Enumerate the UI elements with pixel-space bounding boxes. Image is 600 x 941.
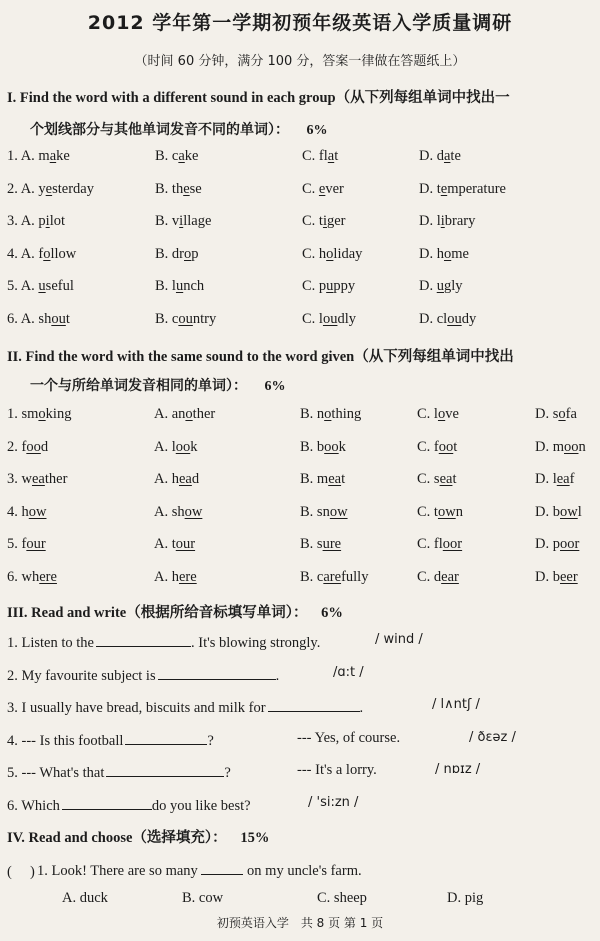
word-option[interactable] [300,504,348,521]
underlined-letters: ere [178,568,197,585]
word-option[interactable] [7,536,46,553]
word-prefix: 1. sm [7,406,39,422]
underlined-letters: our [26,536,46,552]
section-3-title [7,601,343,622]
section-2-row [7,406,600,428]
word-prefix: 3. w [7,471,32,487]
word-prefix: 2. A. y [7,180,46,197]
underlined-letters: o [443,245,452,262]
section-4-question-1 [7,860,600,882]
question-text [7,795,251,815]
underlined-letters: ow [559,503,578,520]
underlined-letters: e [45,180,53,197]
word-option[interactable] [302,311,356,328]
word-prefix: C. l [302,310,323,327]
underlined-letters: are [323,568,342,585]
word-option[interactable] [300,439,346,456]
word-suffix: t [334,148,339,164]
section-2-row [7,504,600,526]
word-option[interactable] [419,148,461,165]
word-option[interactable] [154,536,195,553]
section-3-title-text: III. Read and write（根据所给音标填写单词）： [7,605,308,621]
underlined-letters: a [178,148,185,164]
word-prefix: D. d [419,148,444,164]
word-option[interactable] [154,504,202,521]
section-2-score: 6% [264,379,286,394]
underlined-letters: ow [437,503,456,520]
answer-blank[interactable] [201,860,243,875]
word-suffix: ke [184,148,199,164]
underlined-letters: oor [442,536,463,552]
word-prefix: D. b [535,503,560,520]
word-option[interactable] [7,213,65,230]
word-prefix: C. fl [302,148,328,164]
section-2-row [7,471,600,493]
word-suffix: ve [445,406,459,422]
underlined-letters: oo [438,438,454,455]
underlined-letters: i [179,213,184,229]
word-prefix: B. b [300,438,325,455]
section-3-row [7,632,600,654]
word-prefix: D. b [535,568,560,585]
word-prefix: C. fl [417,536,443,552]
word-prefix: A. t [154,536,176,552]
word-option[interactable] [300,406,361,423]
word-suffix: k [338,438,346,455]
word-suffix: d [40,438,49,455]
question-text [7,762,231,782]
word-suffix: sterday [52,180,94,197]
underlined-letters: ure [322,536,342,552]
word-suffix: se [189,180,202,197]
word-prefix: C. f [417,438,439,455]
question-text [7,697,363,717]
phonetic-hint: / wind / [375,632,423,647]
answer-blank[interactable] [125,730,207,745]
word-prefix: 4. A. f [7,245,44,262]
word-option[interactable] [535,504,582,521]
underlined-letters: a [49,148,57,164]
section-2-title-line2: 一个与所给单词发音相同的单词）： [30,379,247,394]
word-suffix: f [569,471,575,487]
word-option[interactable] [7,471,67,488]
word-suffix: fully [341,568,369,585]
word-prefix: C. d [417,568,442,585]
section-4-title-text: IV. Read and choose（选择填充）： [7,830,227,846]
answer-blank[interactable] [268,697,360,712]
underlined-letters: o [324,406,332,422]
word-option[interactable] [7,569,57,586]
underlined-letters: u [175,278,184,294]
underlined-letters: i [322,213,327,229]
word-suffix: d [191,471,200,487]
underlined-letters: ou [322,310,338,327]
underlined-letters: ere [39,568,57,585]
page-footer: 初预英语入学 共 8 页 第 1 页 [216,916,384,930]
underlined-letters: ea [328,471,342,487]
section-3-score: 6% [321,605,343,621]
underlined-letters: ea [439,471,453,487]
word-suffix: n [578,438,586,455]
word-suffix: gly [443,278,463,294]
word-option[interactable] [417,439,457,456]
word-option[interactable] [155,246,199,263]
word-prefix: B. c [155,310,179,327]
word-suffix: fa [565,406,577,422]
underlined-letters: o [437,406,446,422]
word-prefix: 5. A. [7,278,39,294]
option-b[interactable]: B. cow [182,890,224,906]
word-prefix: A. an [154,406,186,422]
word-option[interactable] [419,311,476,328]
question-text [7,730,214,750]
section-3-row [7,762,600,784]
question-post: do you like best? [151,797,251,814]
word-suffix: k [190,438,198,455]
answer-blank[interactable] [158,665,276,680]
word-prefix: A. l [154,438,176,455]
word-option[interactable] [7,148,70,165]
section-1-title-line2: 个划线部分与其他单词发音不同的单词）： [30,123,289,138]
word-suffix: t [65,310,70,327]
answer-paren[interactable]: ( ) [7,864,35,880]
section-1-title-cont [30,119,328,139]
question-post: on my uncle's farm. [247,863,362,879]
section-1-title-line1: I. Find the word with a different sound in each group（从下列每组单词中找出一 [7,90,510,106]
dialogue-reply: --- It's a lorry. [297,762,377,778]
question-post: . [275,667,280,684]
question-post: ? [224,765,231,781]
word-suffix: t [341,471,346,487]
underlined-letters: o [38,406,46,422]
phonetic-hint: / 'si:zn / [308,794,359,810]
section-1-row [7,181,600,203]
word-option[interactable] [417,471,456,488]
word-suffix: ther [192,406,216,422]
word-prefix: D. p [535,536,560,552]
question-pre: 1. Look! There are so many [37,863,198,879]
word-suffix: l [577,503,582,520]
word-prefix: D. [419,278,437,294]
word-prefix: D. m [535,438,564,455]
word-option[interactable] [419,278,463,295]
word-prefix: D. h [419,245,444,262]
word-option[interactable] [302,148,338,165]
word-prefix: 2. f [7,438,27,455]
word-suffix: me [451,245,469,262]
word-suffix: dy [461,310,477,327]
question-post: . [359,700,364,716]
underlined-letters: oo [175,438,191,455]
word-option[interactable] [417,406,459,423]
word-option[interactable] [535,439,586,456]
underlined-letters: ow [184,503,203,520]
word-suffix: p [191,245,199,262]
word-option[interactable] [300,471,345,488]
question-post: . It's blowing strongly. [191,635,321,651]
question-pre: 4. --- Is this football [7,732,124,749]
word-option[interactable] [154,471,199,488]
word-prefix: 3. A. p [7,213,46,229]
underlined-letters: e [183,180,190,197]
underlined-letters: o [43,245,51,262]
word-suffix: ppy [333,278,356,294]
section-1-row [7,148,600,170]
word-suffix: lot [49,213,66,229]
word-option[interactable] [419,246,469,263]
word-prefix: B. dr [155,245,184,262]
phonetic-hint: / l∧ntʃ / [432,697,480,712]
underlined-letters: i [440,213,445,229]
underlined-letters: ou [51,310,66,327]
word-suffix: llow [50,245,77,262]
underlined-letters: oo [324,438,339,455]
word-option[interactable] [535,471,574,488]
word-option[interactable] [7,278,74,295]
underlined-letters: u [436,278,444,294]
section-1-score: 6% [306,123,328,138]
word-prefix: 5. f [7,536,27,552]
word-option[interactable] [155,181,202,198]
word-option[interactable] [7,504,46,521]
underlined-letters: a [327,148,335,164]
word-prefix: 1. A. m [7,148,50,164]
word-prefix: D. l [535,471,557,487]
underlined-letters: ow [329,503,348,520]
word-prefix: D. t [419,180,441,197]
word-option[interactable] [7,439,48,456]
word-suffix: liday [333,245,363,262]
underlined-letters: o [558,406,566,422]
word-option[interactable] [302,213,346,230]
word-prefix: C. t [302,213,323,229]
underlined-letters: oo [564,438,579,455]
word-suffix: king [45,406,72,422]
word-option[interactable] [7,181,94,198]
section-3-row [7,665,600,687]
word-option[interactable] [417,504,463,521]
underlined-letters: a [443,148,451,164]
word-prefix: C. t [417,503,438,520]
word-option[interactable] [419,213,475,230]
section-4-score: 15% [240,830,270,846]
underlined-letters: o [326,245,334,262]
word-prefix: C. s [417,471,440,487]
underlined-letters: ea [31,471,45,487]
word-option[interactable] [154,569,197,586]
question-post: ? [207,732,214,749]
word-option[interactable] [535,406,577,423]
section-2-title [7,345,514,366]
word-option[interactable] [535,536,579,553]
word-suffix: ke [56,148,70,164]
page-title: 2012 学年第一学期初预年级英语入学质量调研 [87,12,513,34]
underlined-letters: ou [447,310,462,327]
section-2-title-cont [30,375,286,395]
word-prefix: B. sn [300,503,330,520]
underlined-letters: u [38,278,46,294]
word-suffix: dly [337,310,356,327]
word-suffix: ther [44,471,68,487]
word-prefix: A. sh [154,503,185,520]
question-pre: 5. --- What's that [7,765,105,781]
word-prefix: C. h [302,245,327,262]
word-option[interactable] [417,536,462,553]
word-option[interactable] [302,278,355,295]
word-suffix: seful [45,278,74,294]
word-suffix: thing [331,406,362,422]
word-option[interactable] [155,213,211,230]
underlined-letters: i [45,213,50,229]
section-1-row [7,311,600,333]
word-suffix: n [455,503,463,520]
word-option[interactable] [7,406,71,423]
answer-blank[interactable] [106,762,224,777]
page-subtitle: （时间 60 分钟，满分 100 分，答案一律做在答题纸上） [134,54,466,69]
underlined-letters: our [175,536,196,552]
section-1-row [7,213,600,235]
section-3-row [7,730,600,752]
word-prefix: 6. wh [7,568,40,585]
word-prefix: A. h [154,471,179,487]
answer-blank[interactable] [62,795,152,810]
word-suffix: llage [183,213,212,229]
word-option[interactable] [535,569,578,586]
word-option[interactable] [300,536,341,553]
question-pre: 6. Which [7,797,60,814]
word-prefix: B. m [300,471,329,487]
underlined-letters: e [440,180,448,197]
underlined-letters: ea [178,471,192,487]
word-option[interactable] [300,569,368,586]
question-pre: 3. I usually have bread, biscuits and milk for [7,700,266,716]
word-prefix: B. v [155,213,180,229]
word-prefix: 6. A. sh [7,310,52,327]
answer-blank[interactable] [96,632,191,647]
section-2-row [7,536,600,558]
section-1-row [7,278,600,300]
phonetic-hint: / nɒɪz / [435,762,481,777]
section-1-row [7,246,600,268]
word-prefix: B. c [155,148,179,164]
section-2-row [7,439,600,461]
word-option[interactable] [419,181,506,198]
option-d[interactable]: D. pig [447,890,484,906]
word-suffix: brary [444,213,476,229]
underlined-letters: eer [559,568,578,585]
section-3-row [7,697,600,719]
option-a[interactable]: A. duck [62,890,108,906]
word-option[interactable] [417,569,459,586]
word-option[interactable] [155,311,216,328]
phonetic-hint: / ðεəz / [469,729,516,745]
word-suffix: t [452,471,457,487]
underlined-letters: ou [178,310,193,327]
underlined-letters: e [318,180,326,197]
word-option[interactable] [155,278,204,295]
section-2-row [7,569,600,591]
word-prefix: A. h [154,568,179,585]
question-text [7,665,279,685]
word-option[interactable] [7,246,76,263]
word-prefix: C. p [302,278,327,294]
word-prefix: B. l [155,278,176,294]
underlined-letters: oo [26,438,41,455]
word-prefix: D. cl [419,310,448,327]
section-4-question-1-options [7,890,600,912]
option-c[interactable]: C. sheep [317,890,367,906]
section-1-title [7,86,510,107]
word-suffix: ger [326,213,346,229]
underlined-letters: ow [28,503,47,520]
word-prefix: D. l [419,213,441,229]
word-prefix: D. s [535,406,559,422]
word-prefix: 4. h [7,503,29,520]
word-suffix: ver [325,180,344,197]
word-option[interactable] [302,246,362,263]
section-4-title [7,826,269,847]
question-text [7,632,320,652]
word-suffix: t [453,438,458,455]
underlined-letters: ea [556,471,570,487]
word-option[interactable] [155,148,198,165]
word-suffix: ntry [192,310,217,327]
underlined-letters: oor [559,536,580,552]
word-prefix: C. [302,180,319,197]
word-suffix: te [450,148,461,164]
word-prefix: B. n [300,406,325,422]
word-option[interactable] [154,439,198,456]
word-option[interactable] [154,406,215,423]
word-suffix: nch [183,278,205,294]
underlined-letters: u [326,278,334,294]
underlined-letters: ear [441,568,459,585]
word-prefix: B. c [300,568,324,585]
dialogue-reply: --- Yes, of course. [297,729,401,746]
word-prefix: C. l [417,406,438,422]
underlined-letters: o [185,406,193,422]
underlined-letters: o [184,245,192,262]
word-option[interactable] [7,311,70,328]
word-suffix: mperature [447,180,506,197]
question-text [37,860,362,880]
question-pre: 1. Listen to the [7,635,94,651]
section-2-title-line1: II. Find the word with the same sound to the word given（从下列每组单词中找出 [7,349,514,365]
word-prefix: B. s [300,536,323,552]
phonetic-hint: /ɑ:t / [333,664,364,680]
question-pre: 2. My favourite subject is [7,667,156,684]
word-option[interactable] [302,181,344,198]
section-3-row [7,795,600,817]
word-prefix: B. th [155,180,184,197]
